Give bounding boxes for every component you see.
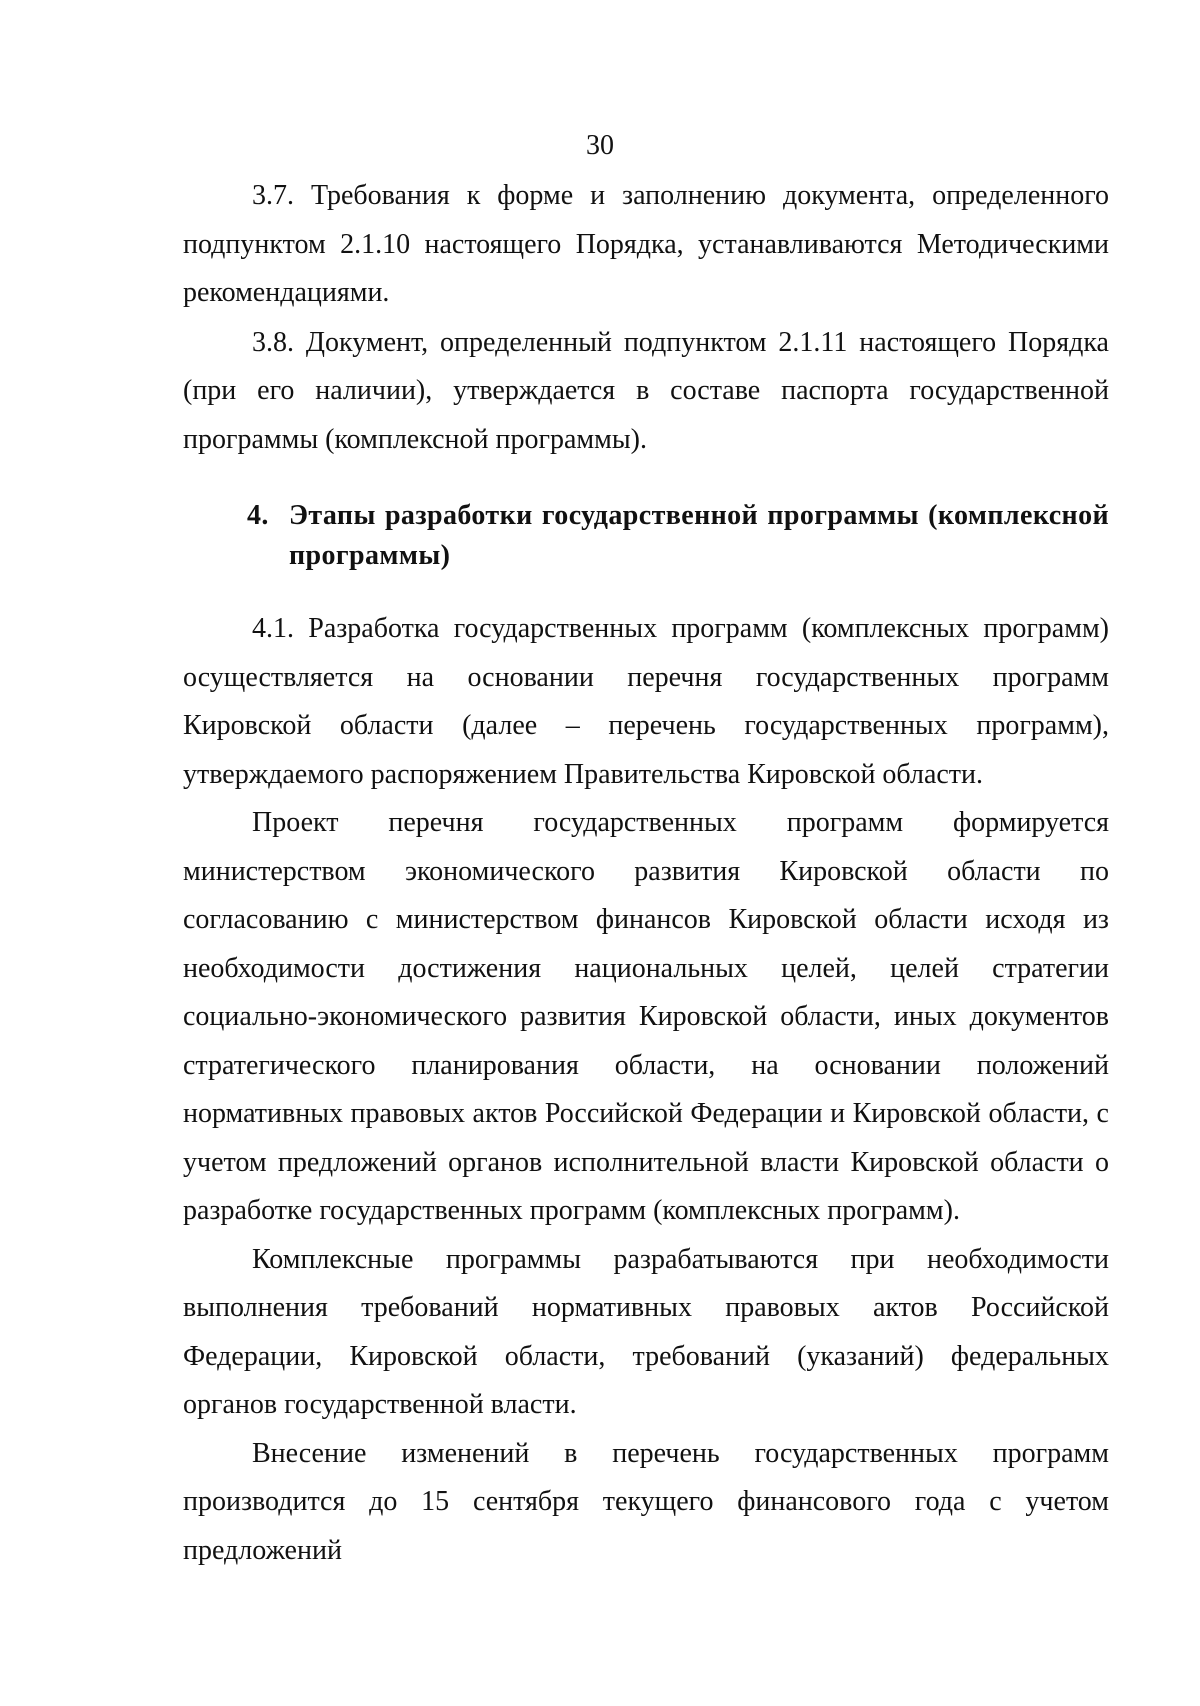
paragraph-3-7: 3.7. Требования к форме и заполнению документа, определенного подпунктом 2.1.10 настоящего Порядка, устанавливаются Методическими рекомендациями. xyxy=(183,180,1109,308)
paragraph-4-1: 4.1. Разработка государственных программ (комплексных программ) осуществляется на основании перечня государственных программ Кировской области (далее – перечень государственных программ), утверждаемого распоряжением Правительства Кировской области. xyxy=(183,613,1109,790)
paragraph-complex-programs: Комплексные программы разрабатываются при необходимости выполнения требований нормативных правовых актов Российской Федерации, Кировской области, требований (указаний) федеральных органов государственной власти. xyxy=(183,1243,1109,1420)
section-4-number: 4. xyxy=(247,500,269,531)
section-4-heading xyxy=(183,496,1109,576)
section-4-title: Этапы разработки государственной программы (комплексной программы) xyxy=(289,500,1109,571)
paragraph-3-8: 3.8. Документ, определенный подпунктом 2.1.11 настоящего Порядка (при его наличии), утверждается в составе паспорта государственной программы (комплексной программы). xyxy=(183,326,1109,455)
document-body xyxy=(183,172,1109,1575)
paragraph-project-list: Проект перечня государственных программ формируется министерством экономического развития Кировской области по согласованию с министерством финансов Кировской области исходя из необходимости достижения национальных целей, целей стратегии социально-экономического развития Кировской области, иных документов стратегического планирования области, на основании положений нормативных правовых актов Российской Федерации и Кировской области, с учетом предложений органов исполнительной власти Кировской области о разработке государственных программ (комплексных программ). xyxy=(183,807,1109,1226)
page-number: 30 xyxy=(586,130,614,161)
paragraph-list-changes: Внесение изменений в перечень государственных программ производится до 15 сентября текущего финансового года с учетом предложений xyxy=(183,1437,1109,1566)
